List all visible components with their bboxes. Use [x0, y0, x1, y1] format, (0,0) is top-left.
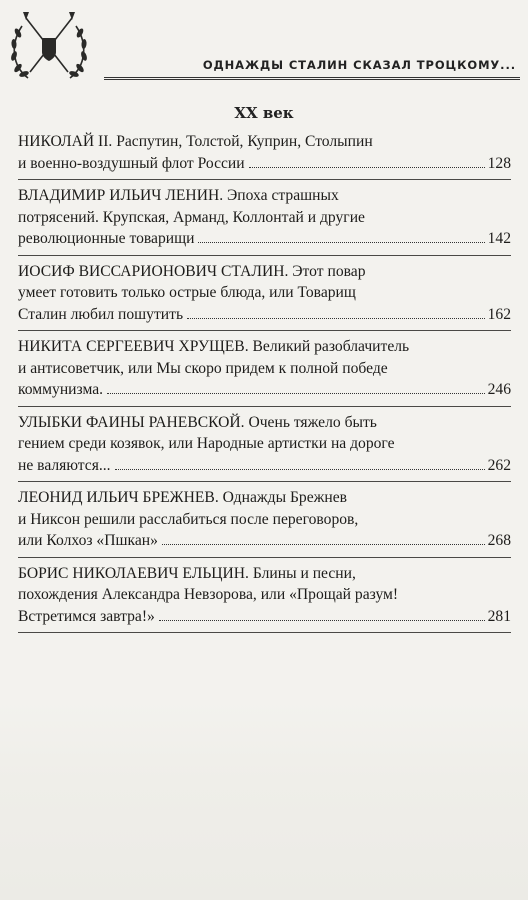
toc-entry[interactable]	[18, 180, 511, 256]
entry-line: БОРИС НИКОЛАЕВИЧ ЕЛЬЦИН. Блины и песни,	[18, 564, 356, 582]
entry-line: коммунизма.	[18, 381, 104, 398]
entry-line: революционные товарищи	[18, 230, 195, 247]
entry-line: и военно-воздушный флот России	[18, 154, 245, 172]
entry-line: ИОСИФ ВИССАРИОНОВИЧ СТАЛИН. Этот повар	[18, 262, 366, 280]
page-number: 262	[487, 456, 511, 474]
entry-line: гением среди козявок, или Народные артистки на дороге	[18, 435, 395, 452]
entry-line: не валяются...	[18, 456, 111, 474]
section-title: XX век	[234, 104, 294, 122]
toc-entry[interactable]	[18, 256, 511, 332]
entry-last-line	[18, 606, 511, 628]
dot-leader	[107, 393, 485, 394]
dot-leader	[198, 242, 484, 243]
entry-line: и Никсон решили расслабиться после переговоров,	[18, 510, 359, 528]
page-header	[0, 0, 528, 92]
entry-line: НИКИТА СЕРГЕЕВИЧ ХРУЩЕВ. Великий разоблачитель	[18, 338, 410, 355]
entry-line: похождения Александра Невзорова, или «Прощай разум!	[18, 586, 399, 603]
entry-line: ЛЕОНИД ИЛЬИЧ БРЕЖНЕВ. Однажды Брежнев	[18, 489, 348, 506]
toc-entry[interactable]	[18, 482, 511, 558]
running-title: ОДНАЖДЫ СТАЛИН СКАЗАЛ ТРОЦКОМУ...	[202, 58, 516, 72]
page-number: 128	[487, 154, 511, 172]
table-of-contents	[18, 126, 511, 633]
header-rule	[104, 77, 520, 80]
entry-last-line	[18, 455, 511, 477]
entry-last-line	[18, 153, 511, 175]
page-number: 268	[487, 532, 511, 549]
entry-line: потрясений. Крупская, Арманд, Коллонтай и другие	[18, 208, 365, 226]
dot-leader	[159, 620, 485, 621]
entry-line: НИКОЛАЙ II. Распутин, Толстой, Куприн, Столыпин	[18, 133, 373, 150]
entry-line: УЛЫБКИ ФАИНЫ РАНЕВСКОЙ. Очень тяжело быть	[18, 413, 377, 431]
page-number: 142	[487, 230, 511, 247]
entry-last-line	[18, 228, 511, 250]
page-number: 246	[487, 381, 511, 398]
entry-last-line	[18, 379, 511, 401]
entry-line: Сталин любил пошутить	[18, 305, 184, 323]
toc-entry[interactable]	[18, 331, 511, 407]
page-number: 162	[487, 305, 511, 323]
entry-line: ВЛАДИМИР ИЛЬИЧ ЛЕНИН. Эпоха страшных	[18, 187, 339, 204]
dot-leader	[115, 469, 485, 470]
toc-entry[interactable]	[18, 558, 511, 634]
entry-last-line	[18, 304, 511, 326]
toc-entry[interactable]	[18, 126, 511, 180]
entry-line: и антисоветчик, или Мы скоро придем к полной победе	[18, 359, 388, 377]
laurel-wreath-icon	[6, 8, 92, 86]
entry-last-line	[18, 530, 511, 552]
entry-line: Встретимся завтра!»	[18, 607, 155, 625]
dot-leader	[162, 544, 485, 545]
toc-entry[interactable]	[18, 407, 511, 483]
page-number: 281	[487, 607, 511, 625]
dot-leader	[249, 167, 485, 168]
entry-line: или Колхоз «Пшкан»	[18, 532, 158, 549]
page-background-bleed	[0, 700, 528, 900]
dot-leader	[187, 318, 485, 319]
entry-line: умеет готовить только острые блюда, или Товарищ	[18, 284, 356, 301]
